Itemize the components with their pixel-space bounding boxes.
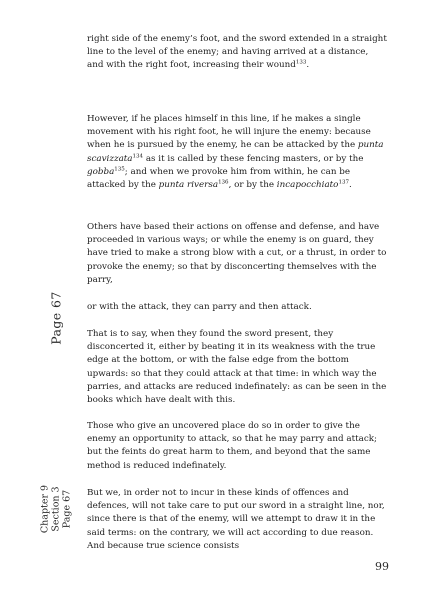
paragraph-line-attack: However, if he places himself in this line, if he makes a single movement with his right foot, he will injure the enemy: because when he is pursued by the enemy, he can be attacked by the punta scavizzata$^{134}$ as it is called by these fencing masters, or by the gobba$^{135}$; and when we provoke him from within, he can be attacked by the punta riversa$^{136}$, or by the incapocchiato$^{137}$.: [87, 114, 384, 191]
paragraph-offense-defense: Others have based their actions on offense and defense, and have proceeded in various ways; or while the enemy is on guard, they have tried to make a strong blow with a cut, or a thrust, in order to provoke the enemy; so that by disconcerting themselves with the parry,: [87, 222, 387, 285]
paragraph-disconcert: That is to say, when they found the sword present, they disconcerted it, either by beating it in its weakness with the true edge at the bottom, or with the false edge from the bottom upwards: so that they could attack at that time: in which way the parries, and attacks are reduced indefinately: as can be seen in the books which have dealt with this.: [87, 329, 387, 406]
paragraph-uncovered-place: Those who give an uncovered place do so in order to give the enemy an opportunity to attack, so that he may parry and attack; but the feints do great harm to them, and beyond that the same method is reduced indefinately.: [87, 421, 377, 471]
paragraph-parry-attack: or with the attack, they can parry and then attack.: [87, 302, 312, 312]
page-number: 99: [375, 560, 389, 573]
paragraph-continuation: right side of the enemy’s foot, and the sword extended in a straight line to the level of the enemy; and having arrived at a distance, and with the right foot, increasing their wound$^{133}$.: [87, 34, 387, 71]
margin-section: Section 3: [50, 486, 62, 532]
paragraph-our-method: But we, in order not to incur in these kinds of offences and defences, will not take care to put our sword in a straight line, nor, since there is that of the enemy, will we attempt to draw it in the said terms: on the contrary, we will act according to due reason. And because true science consists: [87, 488, 385, 551]
margin-page: Page 67: [61, 489, 73, 529]
margin-page-label-text: Page 67: [48, 291, 64, 345]
margin-chapter: Chapter 9: [39, 484, 51, 534]
